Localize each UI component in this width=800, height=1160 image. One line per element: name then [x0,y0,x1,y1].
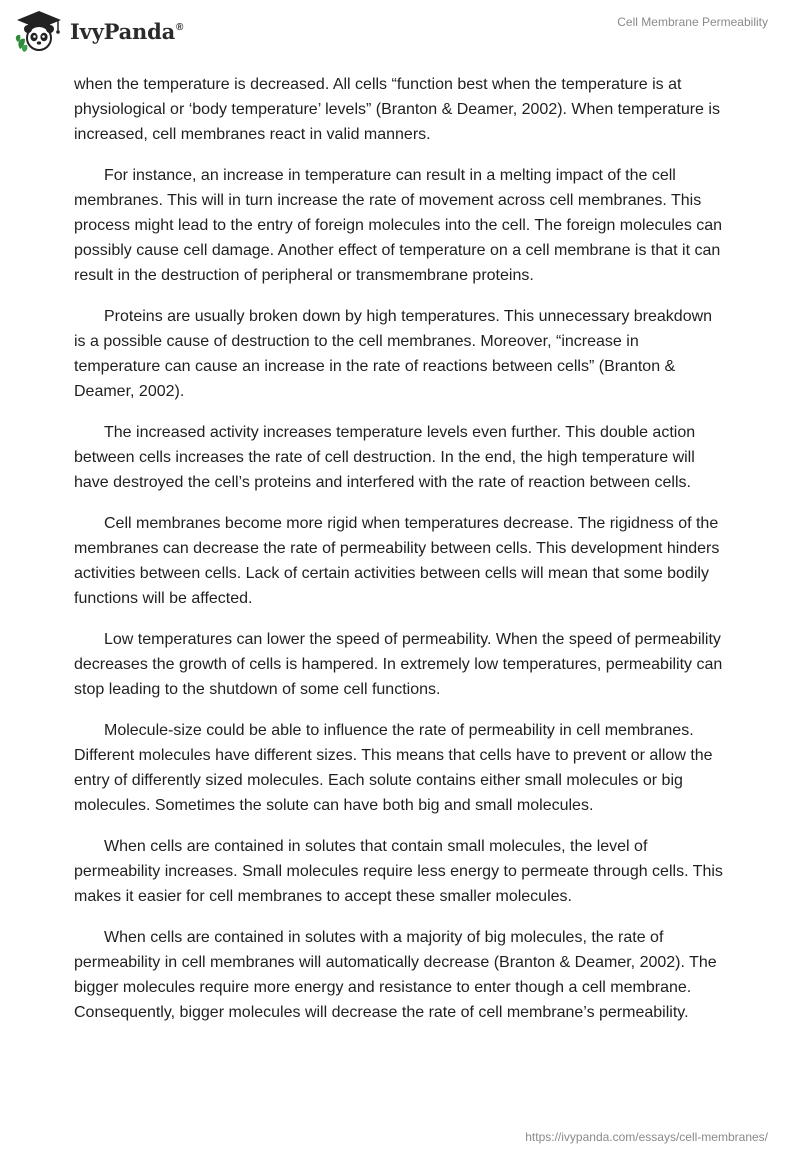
paragraph-2: For instance, an increase in temperature can result in a melting impact of the cell membranes. This will in turn increase the rate of movement across cell membranes. This process might lead to the entry of foreign molecules into the cell. The foreign molecules can possibly cause cell damage. Another effect of temperature on a cell membrane is that it can result in the destruction of peripheral or transmembrane proteins. [74,167,723,284]
paragraph-8: When cells are contained in solutes that contain small molecules, the level of permeability increases. Small molecules require less energy to permeate through cells. This makes it easier for cell membranes to accept these smaller molecules. [74,838,723,905]
panda-graduate-icon [14,9,64,53]
ivypanda-logo[interactable] [14,9,183,53]
essay-body [74,72,728,1041]
brand-name: IvyPanda® [70,18,184,44]
paragraph-7: Molecule-size could be able to influence the rate of permeability in cell membranes. Different molecules have different sizes. This means that cells have to prevent or allow the entry of differently sized molecules. Each solute contains either small molecules or big molecules. Sometimes the solute can have both big and small molecules. [74,722,713,814]
paragraph-1: when the temperature is decreased. All cells “function best when the temperature is at physiological or ‘body temperature’ levels” (Branton & Deamer, 2002). When temperature is increased, cell membranes react in valid manners. [74,76,720,143]
source-url[interactable]: https://ivypanda.com/essays/cell-membranes/ [525,1130,768,1144]
page-header [0,0,800,64]
document-title: Cell Membrane Permeability [617,15,768,29]
paragraph-6: Low temperatures can lower the speed of permeability. When the speed of permeability decreases the growth of cells is hampered. In extremely low temperatures, permeability can stop leading to the shutdown of some cell functions. [74,631,723,698]
paragraph-5: Cell membranes become more rigid when temperatures decrease. The rigidness of the membranes can decrease the rate of permeability between cells. This development hinders activities between cells. Lack of certain activities between cells will mean that some bodily functions will be affected. [74,515,720,607]
paragraph-4: The increased activity increases temperature levels even further. This double action between cells increases the rate of cell destruction. In the end, the high temperature will have destroyed the cell’s proteins and interfered with the rate of reaction between cells. [74,424,696,491]
paragraph-9: When cells are contained in solutes with a majority of big molecules, the rate of permeability in cell membranes will automatically decrease (Branton & Deamer, 2002). The bigger molecules require more energy and resistance to enter though a cell membrane. Consequently, bigger molecules will decrease the rate of cell membrane’s permeability. [74,929,717,1021]
paragraph-3: Proteins are usually broken down by high temperatures. This unnecessary breakdown is a possible cause of destruction to the cell membranes. Moreover, “increase in temperature can cause an increase in the rate of reactions between cells” (Branton & Deamer, 2002). [74,308,713,400]
